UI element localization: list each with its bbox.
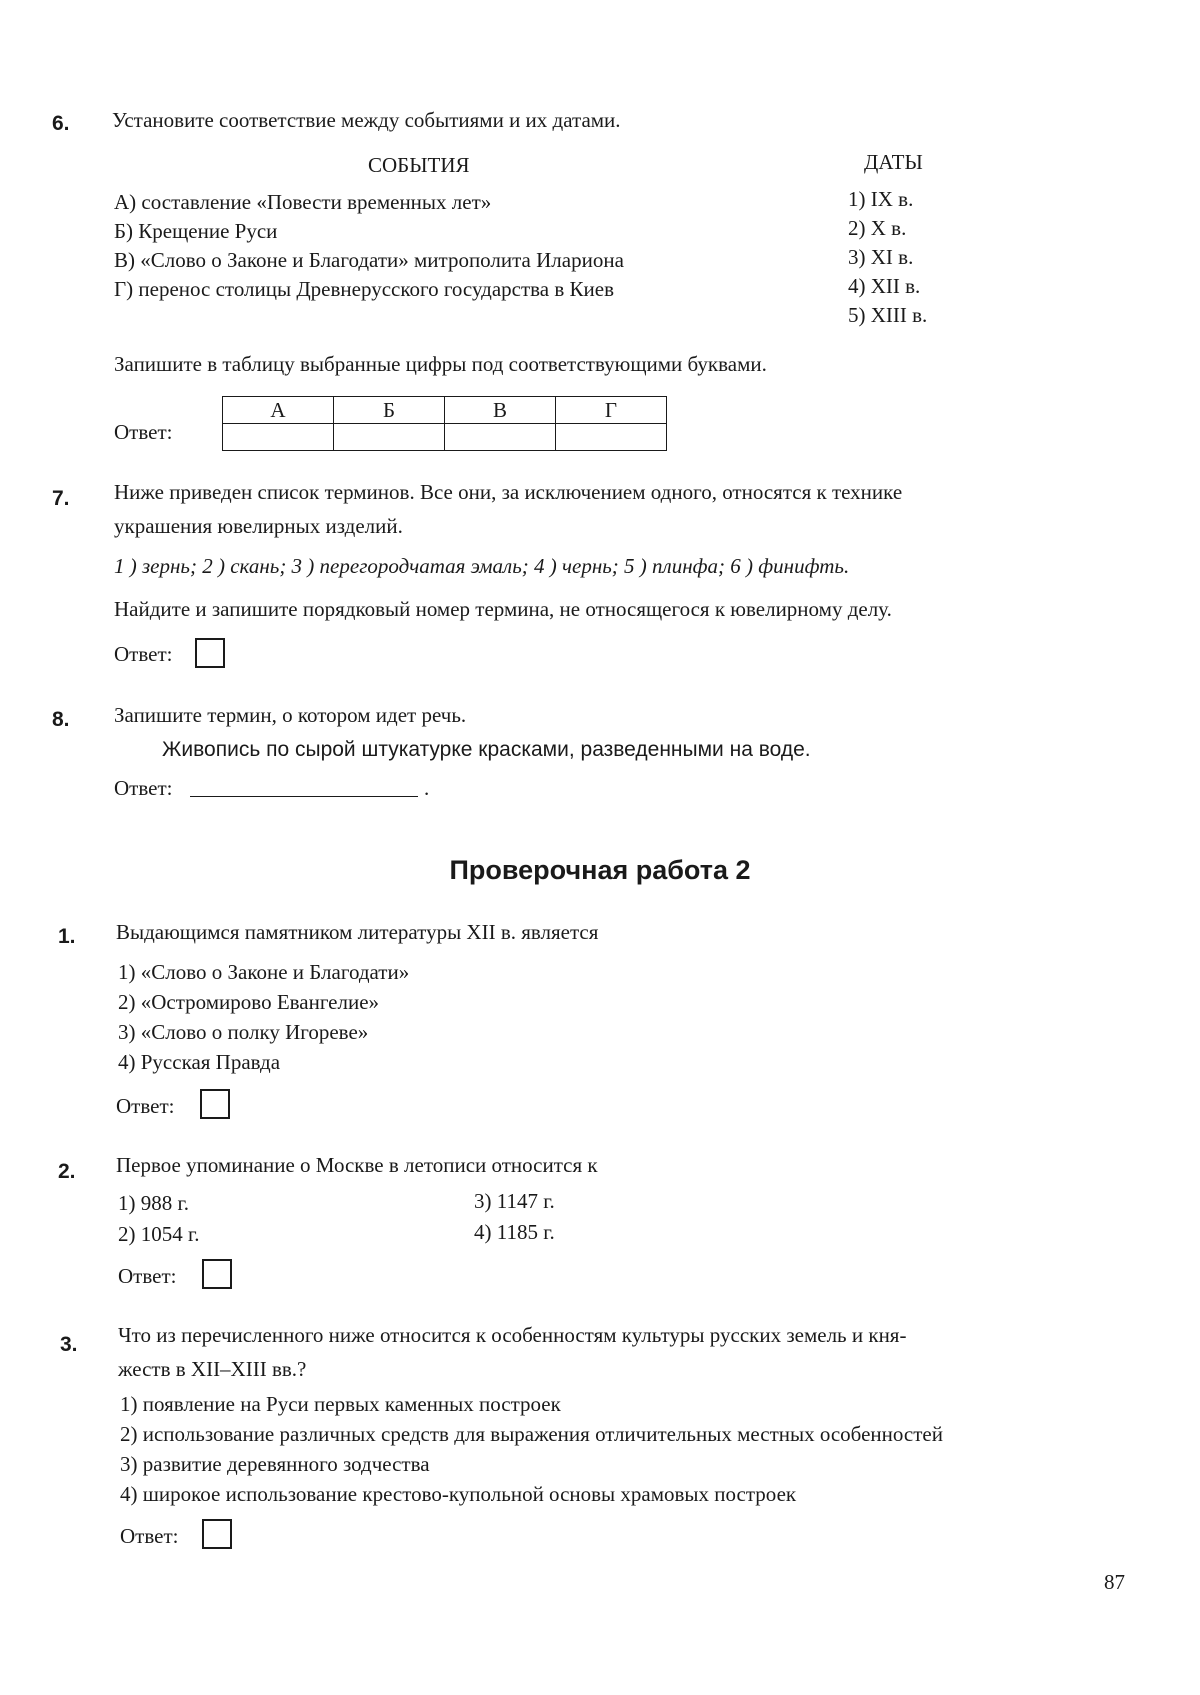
- p2-question-2-answer-box[interactable]: [202, 1259, 232, 1289]
- p2-question-2-option-1: 1) 988 г.: [118, 1191, 189, 1215]
- table-header-v: В: [445, 397, 556, 424]
- p2-question-2-option-3: 3) 1147 г.: [474, 1189, 555, 1213]
- p2-question-2-number: 2.: [58, 1160, 76, 1183]
- question-7-prompt-line2: украшения ювелирных изделий.: [114, 514, 403, 538]
- question-8-period: .: [424, 776, 430, 800]
- question-7-instruction: Найдите и запишите порядковый номер термина, не относящегося к ювелирному делу.: [114, 597, 892, 621]
- question-7-number: 7.: [52, 487, 70, 510]
- p2-question-3-prompt-line1: Что из перечисленного ниже относится к особенностям культуры русских земель и кня-: [118, 1323, 907, 1347]
- question-7-answer-box[interactable]: [195, 638, 225, 668]
- question-8-answer-label: Ответ:: [114, 776, 173, 800]
- dates-header: ДАТЫ: [864, 150, 923, 174]
- section-title: Проверочная работа 2: [449, 855, 751, 885]
- p2-question-2-answer-label: Ответ:: [118, 1264, 177, 1288]
- event-g: Г) перенос столицы Древнерусского государства в Киев: [114, 277, 615, 301]
- p2-question-1-answer-label: Ответ:: [116, 1094, 175, 1118]
- question-7-answer-label: Ответ:: [114, 642, 173, 666]
- p2-question-3-answer-label: Ответ:: [120, 1524, 179, 1548]
- p2-question-3-number: 3.: [60, 1333, 78, 1356]
- p2-question-2-option-2: 2) 1054 г.: [118, 1222, 200, 1246]
- table-header-a: А: [223, 397, 334, 424]
- p2-question-3-answer-box[interactable]: [202, 1519, 232, 1549]
- p2-question-1-prompt: Выдающимся памятником литературы XII в. является: [116, 920, 599, 944]
- p2-question-2-option-4: 4) 1185 г.: [474, 1220, 555, 1244]
- p2-question-3-prompt-line2: жеств в XII–XIII вв.?: [118, 1357, 307, 1381]
- table-header-b: Б: [334, 397, 445, 424]
- question-8-prompt: Запишите термин, о котором идет речь.: [114, 703, 467, 727]
- question-8-definition: Живопись по сырой штукатурке красками, разведенными на воде.: [162, 738, 811, 761]
- question-6-prompt: Установите соответствие между событиями и их датами.: [112, 108, 621, 132]
- question-7-terms: 1 ) зернь; 2 ) скань; 3 ) перегородчатая эмаль; 4 ) чернь; 5 ) плинфа; 6 ) финифть.: [114, 554, 850, 578]
- event-a: А) составление «Повести временных лет»: [114, 190, 492, 214]
- date-4: 4) XII в.: [848, 274, 921, 298]
- p2-question-1-option-1: 1) «Слово о Законе и Благодати»: [118, 960, 410, 984]
- answer-cell-g[interactable]: [556, 424, 667, 451]
- p2-question-1-answer-box[interactable]: [200, 1089, 230, 1119]
- question-8-answer-line[interactable]: [190, 796, 418, 797]
- p2-question-1-option-3: 3) «Слово о полку Игореве»: [118, 1020, 369, 1044]
- date-1: 1) IX в.: [848, 187, 914, 211]
- p2-question-1-option-4: 4) Русская Правда: [118, 1050, 281, 1074]
- p2-question-1-option-2: 2) «Остромирово Евангелие»: [118, 990, 380, 1014]
- question-7-prompt-line1: Ниже приведен список терминов. Все они, за исключением одного, относятся к технике: [114, 480, 903, 504]
- p2-question-3-option-3: 3) развитие деревянного зодчества: [120, 1452, 430, 1476]
- answer-cell-v[interactable]: [445, 424, 556, 451]
- question-6-number: 6.: [52, 112, 70, 135]
- answer-cell-b[interactable]: [334, 424, 445, 451]
- question-6-answer-label: Ответ:: [114, 420, 173, 444]
- date-2: 2) X в.: [848, 216, 907, 240]
- table-header-g: Г: [556, 397, 667, 424]
- event-v: В) «Слово о Законе и Благодати» митрополита Илариона: [114, 248, 624, 272]
- p2-question-3-option-1: 1) появление на Руси первых каменных построек: [120, 1392, 561, 1416]
- events-header: СОБЫТИЯ: [368, 153, 470, 177]
- date-3: 3) XI в.: [848, 245, 914, 269]
- p2-question-1-number: 1.: [58, 925, 76, 948]
- p2-question-3-option-4: 4) широкое использование крестово-купольной основы храмовых построек: [120, 1482, 797, 1506]
- question-8-number: 8.: [52, 708, 70, 731]
- question-6-instruction: Запишите в таблицу выбранные цифры под соответствующими буквами.: [114, 352, 767, 376]
- p2-question-3-option-2: 2) использование различных средств для выражения отличительных местных особенностей: [120, 1422, 943, 1446]
- event-b: Б) Крещение Руси: [114, 219, 278, 243]
- answer-cell-a[interactable]: [223, 424, 334, 451]
- question-6-answer-table: [222, 396, 667, 451]
- page-number: 87: [1104, 1570, 1125, 1594]
- date-5: 5) XIII в.: [848, 303, 928, 327]
- p2-question-2-prompt: Первое упоминание о Москве в летописи относится к: [116, 1153, 598, 1177]
